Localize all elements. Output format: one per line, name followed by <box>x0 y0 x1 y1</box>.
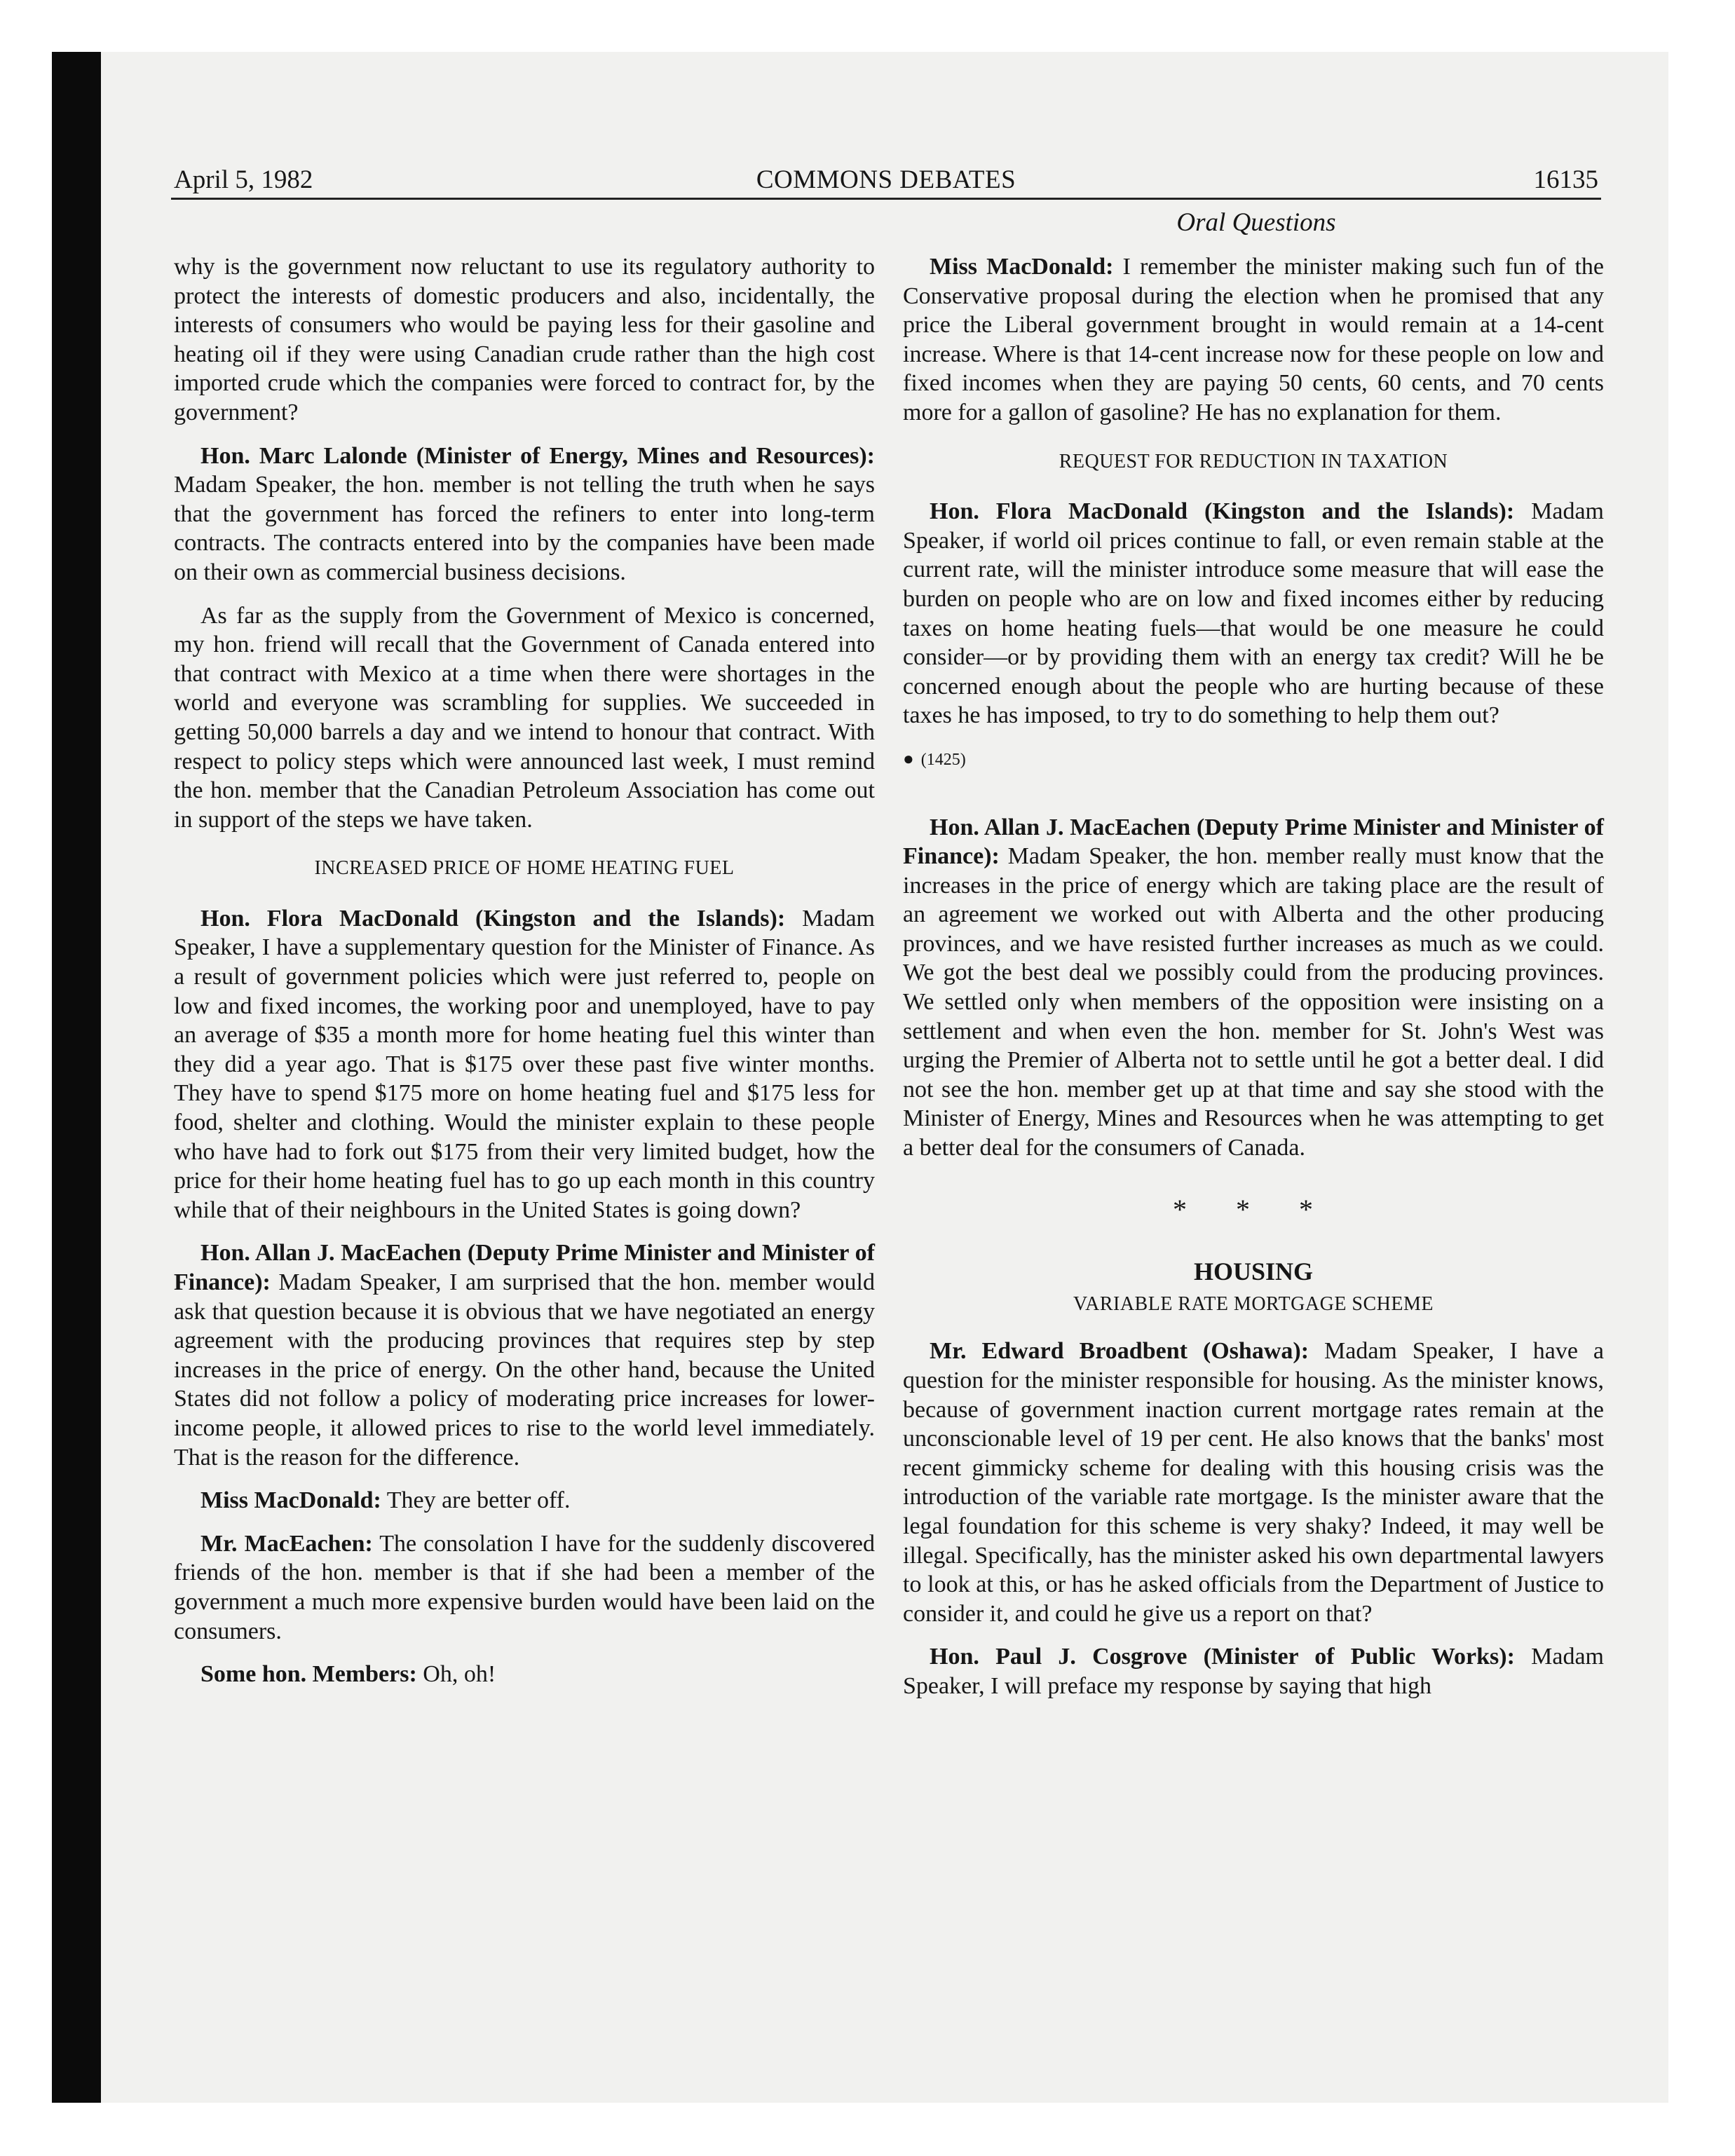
paragraph-text: Oh, oh! <box>416 1661 496 1688</box>
paragraph-text: Madam Speaker, if world oil prices continue to fall, or even remain stable at the current rate, will the minister introduce some measure that will ease the burden on people who are on low and fixed incomes either by reducing taxes on home heating fuels—that would be one measure he could consider—or by providing them with an energy tax credit? Will he be concerned enough about the people who are hurting because of these taxes he has imposed, to try to do something to help them out? <box>903 498 1604 729</box>
paragraph-text: Madam Speaker, the hon. member is not telling the truth when he says that the government has forced the refiners to enter into long-term contracts. The contracts entered into by the companies have been made on their own as commercial business decisions. <box>174 472 875 585</box>
paragraph <box>903 252 1604 428</box>
paragraph <box>903 813 1604 1163</box>
paragraph-text: Madam Speaker, the hon. member really must know that the increases in the price of energy which are taking place are the result of an agreement we worked out with Alberta and the other producing provinces, and we have resisted further increases as much as we could. We got the best deal we possibly could from the producing provinces. We settled only when members of the opposition were insisting on a settlement and when even the hon. member for St. John's West was urging the Premier of Alberta not to settle until he got a better deal. I did not see the hon. member get up at that time and say she stood with the Minister of Energy, Mines and Resources when he was attempting to get a better deal for the consumers of Canada. <box>903 843 1604 1161</box>
paragraph <box>174 252 875 428</box>
paragraph-text: I remember the minister making such fun of the Conservative proposal during the election when he promised that any price the Liberal government brought in would remain at a 14-cent increase. Where is that 14-cent increase now for these people on low and fixed incomes when they are paying 50 cents, 60 cents, and 70 cents more for a gallon of gasoline? He has no explanation for them. <box>903 254 1604 425</box>
time-marker-text: (1425) <box>920 750 966 769</box>
section-heading: HOUSING <box>1193 1257 1314 1286</box>
paragraph <box>174 1660 875 1689</box>
bullet-icon: ● <box>903 748 914 769</box>
paragraph-text: As far as the supply from the Government of Mexico is concerned, my hon. friend will recall that the Government of Canada entered into that contract with Mexico at a time when there were shortages in the world and everyone was scrambling for supplies. We succeeded in getting 50,000 barrels a day and we intend to honour that contract. With respect to policy steps which were announced last week, I must remind the hon. member that the Canadian Petroleum Association has come out in support of the steps we have taken. <box>174 602 875 833</box>
paragraph <box>174 601 875 835</box>
paragraph-text: why is the government now reluctant to use its regulatory authority to protect the interests of domestic producers and also, incidentally, the interests of consumers who would be paying less for their gasoline and heating oil if they were using Canadian crude rather than the high cost imported crude which the companies were forced to contract for, by the government? <box>174 254 875 425</box>
speaker-name: Miss MacDonald: <box>930 254 1114 280</box>
paragraph <box>903 1337 1604 1628</box>
paragraph <box>174 1486 875 1515</box>
paragraph-text: The consolation I have for the suddenly discovered friends of the hon. member is that if she had been a member of the government a much more expensive burden would have been laid on the consumers. <box>174 1530 875 1644</box>
header-page-number: 16135 <box>1533 165 1598 194</box>
speaker-name: Hon. Paul J. Cosgrove (Minister of Public Works): <box>930 1644 1515 1670</box>
speaker-name: Miss MacDonald: <box>200 1487 381 1514</box>
speaker-name: Hon. Flora MacDonald (Kingston and the Islands): <box>200 905 786 932</box>
subheading: INCREASED PRICE OF HOME HEATING FUEL <box>314 857 735 880</box>
subheading: REQUEST FOR REDUCTION IN TAXATION <box>1059 450 1448 472</box>
speaker-name: Hon. Allan J. MacEachen (Deputy Prime Minister and Minister of Finance): <box>174 1240 875 1295</box>
paragraph-text: Madam Speaker, I have a question for the minister responsible for housing. As the minister knows, because of government inaction current mortgage rates remain at the unconscionable level of 19 per cent. He also knows that the banks' most recent gimmicky scheme for dealing with this housing crisis was the introduction of the variable rate mortgage. Is the minister aware that the legal foundation for this scheme is very shaky? Indeed, it may well be illegal. Specifically, has the minister asked his own departmental lawyers to look at this, or has he asked officials from the Department of Justice to consider it, and could he give us a report on that? <box>903 1338 1604 1627</box>
header-title: COMMONS DEBATES <box>756 165 1016 194</box>
paragraph-text: Madam Speaker, I will preface my response by saying that high <box>903 1644 1605 1699</box>
paragraph <box>174 1529 875 1646</box>
left-column <box>174 252 875 1703</box>
speaker-name: Hon. Marc Lalonde (Minister of Energy, Mines and Resources): <box>200 442 875 469</box>
scan-edge-bar <box>52 52 101 2103</box>
paragraph <box>903 1642 1604 1700</box>
speaker-name: Mr. MacEachen: <box>200 1530 373 1557</box>
paragraph <box>174 1239 875 1472</box>
speaker-name: Mr. Edward Broadbent (Oshawa): <box>930 1338 1309 1365</box>
paragraph <box>174 904 875 1225</box>
paragraph <box>903 497 1604 730</box>
speaker-name: Hon. Flora MacDonald (Kingston and the Islands): <box>930 498 1515 525</box>
paragraph <box>174 442 875 587</box>
paragraph-text: They are better off. <box>381 1487 571 1514</box>
paragraph-text: Madam Speaker, I am surprised that the hon. member would ask that question because it is obvious that we have negotiated an energy agreement with the producing provinces that requires step by step increases in the price of energy. On the other hand, because the United States did not follow a policy of moderating price increases for lower-income people, it allowed prices to rise to the world level immediately. That is the reason for the difference. <box>174 1269 875 1471</box>
right-column <box>903 252 1604 1715</box>
page-header <box>171 158 1601 200</box>
speaker-name: Some hon. Members: <box>200 1661 417 1688</box>
subheading: VARIABLE RATE MORTGAGE SCHEME <box>1073 1292 1434 1315</box>
header-date: April 5, 1982 <box>174 165 313 194</box>
section-tag: Oral Questions <box>1176 208 1336 237</box>
paragraph-text: Madam Speaker, I have a supplementary question for the Minister of Finance. As a result of government policies which were just referred to, people on low and fixed incomes, the working poor and unemployed, have to pay an average of $35 a month more for home heating fuel this winter than they did a year ago. That is $175 over these past five winter months. They have to spend $175 more on home heating fuel and $175 less for food, shelter and clothing. Would the minister explain to these people who have had to fork out $175 from their very limited budget, how the price for their home heating fuel has to go up each month in this country while that of their neighbours in the United States is going down? <box>174 905 875 1223</box>
section-divider: * * * <box>1173 1193 1334 1225</box>
time-marker <box>903 744 1604 775</box>
speaker-name: Hon. Allan J. MacEachen (Deputy Prime Minister and Minister of Finance): <box>903 814 1604 870</box>
